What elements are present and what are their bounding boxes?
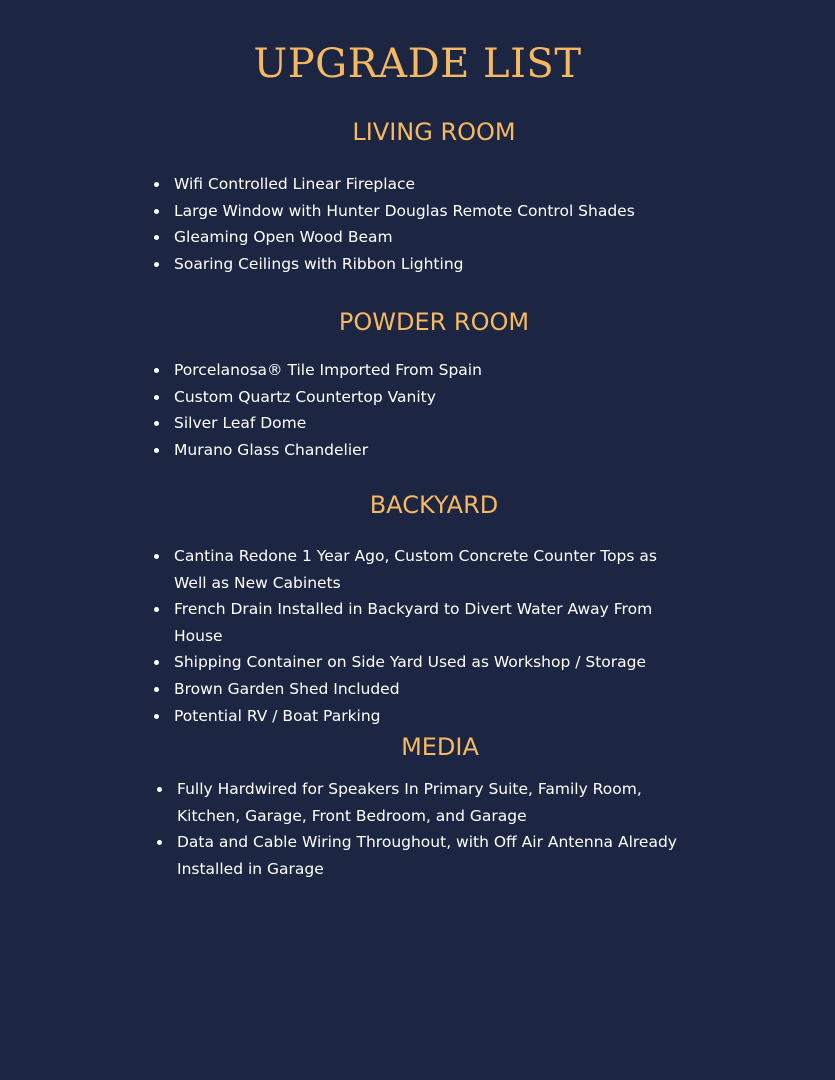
list-item: French Drain Installed in Backyard to Divert Water Away From House <box>154 596 694 649</box>
list-item: Gleaming Open Wood Beam <box>154 224 694 251</box>
list-item: Custom Quartz Countertop Vanity <box>154 384 694 411</box>
section-heading-living-room: LIVING ROOM <box>352 118 516 146</box>
section-heading-powder-room: POWDER ROOM <box>338 308 530 336</box>
media-list <box>157 776 697 882</box>
living-room-list <box>154 171 694 277</box>
page-title: UPGRADE LIST <box>253 41 582 87</box>
list-item: Porcelanosa® Tile Imported From Spain <box>154 357 694 384</box>
powder-room-list <box>154 357 694 463</box>
backyard-list <box>154 543 694 729</box>
list-item: Wifi Controlled Linear Fireplace <box>154 171 694 198</box>
list-item: Data and Cable Wiring Throughout, with Off Air Antenna Already Installed in Garage <box>157 829 697 882</box>
list-item: Soaring Ceilings with Ribbon Lighting <box>154 251 694 278</box>
section-heading-media: MEDIA <box>401 733 479 761</box>
list-item: Cantina Redone 1 Year Ago, Custom Concrete Counter Tops as Well as New Cabinets <box>154 543 694 596</box>
section-heading-backyard: BACKYARD <box>369 491 499 519</box>
list-item: Brown Garden Shed Included <box>154 676 694 703</box>
list-item: Shipping Container on Side Yard Used as Workshop / Storage <box>154 649 694 676</box>
list-item: Large Window with Hunter Douglas Remote Control Shades <box>154 198 694 225</box>
list-item: Potential RV / Boat Parking <box>154 703 694 730</box>
list-item: Fully Hardwired for Speakers In Primary Suite, Family Room, Kitchen, Garage, Front Bedroom, and Garage <box>157 776 697 829</box>
list-item: Silver Leaf Dome <box>154 410 694 437</box>
list-item: Murano Glass Chandelier <box>154 437 694 464</box>
